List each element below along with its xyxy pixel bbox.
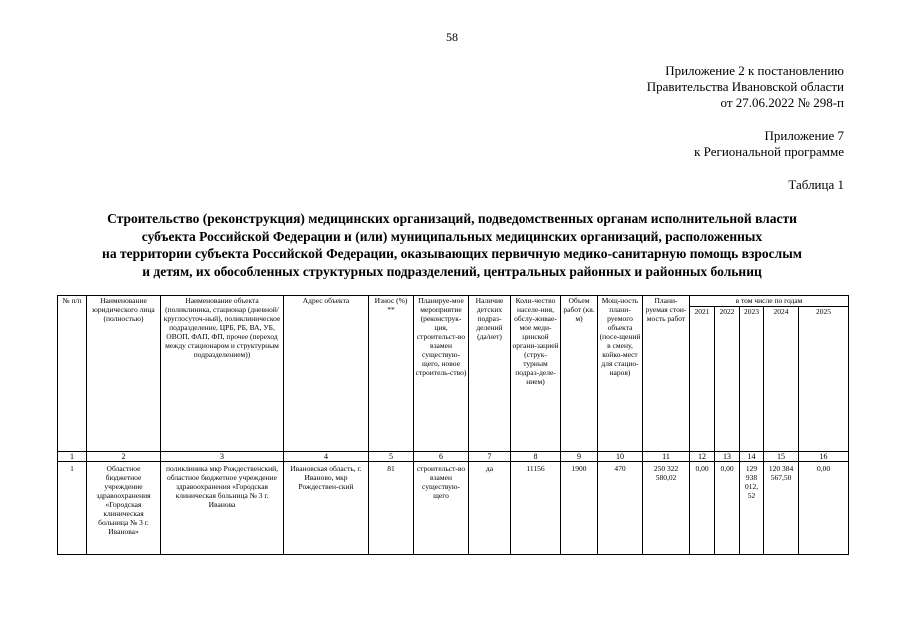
header-planned-activity: Планируе-мое мероприятие (реконструк-ция, строительст-во взамен существую-щего, новое строитель-ство) (414, 296, 469, 452)
title-line-2: субъекта Российской Федерации и (или) муниципальных медицинских организаций, расположенных (141, 228, 763, 244)
cell-cost: 250 322 580,02 (643, 462, 690, 555)
column-number: 6 (414, 452, 469, 462)
cell-number: 1 (58, 462, 87, 555)
column-number: 1 (58, 452, 87, 462)
header-year-2025: 2025 (799, 307, 849, 452)
appendix-7-block (694, 128, 844, 160)
cell-wear: 81 (369, 462, 414, 555)
cell-2024: 120 384 567,50 (764, 462, 799, 555)
header-object-name: Наименование объекта (поликлиника, стационар (дневной/круглосуточ-ный), поликлиническое подразделение, ЦРБ, РБ, ВА, УБ, ОВОП, ФАП, ФП, прочее (переход между стационаром и структурным подразделением)) (161, 296, 284, 452)
construction-table (57, 295, 849, 555)
cell-capacity: 470 (598, 462, 643, 555)
appendix-2-line-2: Правительства Ивановской области (646, 79, 844, 94)
table-row (58, 462, 849, 555)
table-label: Таблица 1 (788, 177, 844, 192)
header-years-group: в том числе по годам (690, 296, 849, 307)
cell-object-name: поликлиника мкр Рождественский, областное бюджетное учреждение здравоохранения «Городская клиническая больница № 3 г. Иванова (161, 462, 284, 555)
header-row (58, 296, 849, 307)
appendix-7-line-1: Приложение 7 (764, 128, 844, 143)
page-number: 58 (446, 30, 458, 44)
header-wear: Износ (%) ** (369, 296, 414, 452)
column-number: 10 (598, 452, 643, 462)
column-number: 3 (161, 452, 284, 462)
header-legal-entity: Наименование юридического лица (полностью) (87, 296, 161, 452)
cell-2025: 0,00 (799, 462, 849, 555)
header-year-2022: 2022 (715, 307, 740, 452)
header-number: № п/п (58, 296, 87, 452)
cell-address: Ивановская область, г. Иваново, мкр Рождествен-ский (284, 462, 369, 555)
column-number: 7 (469, 452, 511, 462)
title-line-1: Строительство (реконструкция) медицинских организаций, подведомственных органам исполнительной власти (107, 211, 797, 226)
column-number: 8 (511, 452, 561, 462)
column-number: 14 (740, 452, 764, 462)
header-cost: Плани-руемая стои-мость работ (643, 296, 690, 452)
appendix-2-line-3: от 27.06.2022 № 298-п (720, 95, 844, 110)
column-number: 11 (643, 452, 690, 462)
appendix-2-line-1: Приложение 2 к постановлению (665, 63, 844, 78)
column-number: 9 (561, 452, 598, 462)
header-population: Коли-чество населе-ния, обслу-живае-мое меди-цинской органи-зацией (струк-турным подраз-деле-нием) (511, 296, 561, 452)
cell-legal-entity: Областное бюджетное учреждение здравоохранения «Городская клиническая больница № 3 г. Иванова» (87, 462, 161, 555)
header-year-2024: 2024 (764, 307, 799, 452)
header-children-units: Наличие детских подраз-делений (да/нет) (469, 296, 511, 452)
cell-2022: 0,00 (715, 462, 740, 555)
appendix-2-block (647, 63, 844, 111)
cell-2023: 129 938 012, 52 (740, 462, 764, 555)
column-number: 15 (764, 452, 799, 462)
header-address: Адрес объекта (284, 296, 369, 452)
header-year-2021: 2021 (690, 307, 715, 452)
cell-2021: 0,00 (690, 462, 715, 555)
column-number: 13 (715, 452, 740, 462)
column-numbers-row (58, 452, 849, 462)
cell-planned-activity: строительст-во взамен существую-щего (414, 462, 469, 555)
column-number: 5 (369, 452, 414, 462)
header-year-2023: 2023 (740, 307, 764, 452)
column-number: 12 (690, 452, 715, 462)
cell-population: 11156 (511, 462, 561, 555)
header-capacity: Мощ-ность плани-руемого объекта (посе-щений в смену, койко-мест для стацио-наров) (598, 296, 643, 452)
cell-volume: 1900 (561, 462, 598, 555)
title-line-3: на территории субъекта Российской Федерации, оказывающих первичную медико-санитарную помощь взрослым (102, 246, 802, 261)
header-volume: Объем работ (кв. м) (561, 296, 598, 452)
cell-children-units: да (469, 462, 511, 555)
column-number: 2 (87, 452, 161, 462)
column-number: 16 (799, 452, 849, 462)
appendix-7-line-2: к Региональной программе (694, 144, 844, 159)
column-number: 4 (284, 452, 369, 462)
title-line-4: и детям, их обособленных структурных подразделений, центральных районных и районных больниц (142, 263, 762, 279)
document-title (40, 210, 864, 280)
